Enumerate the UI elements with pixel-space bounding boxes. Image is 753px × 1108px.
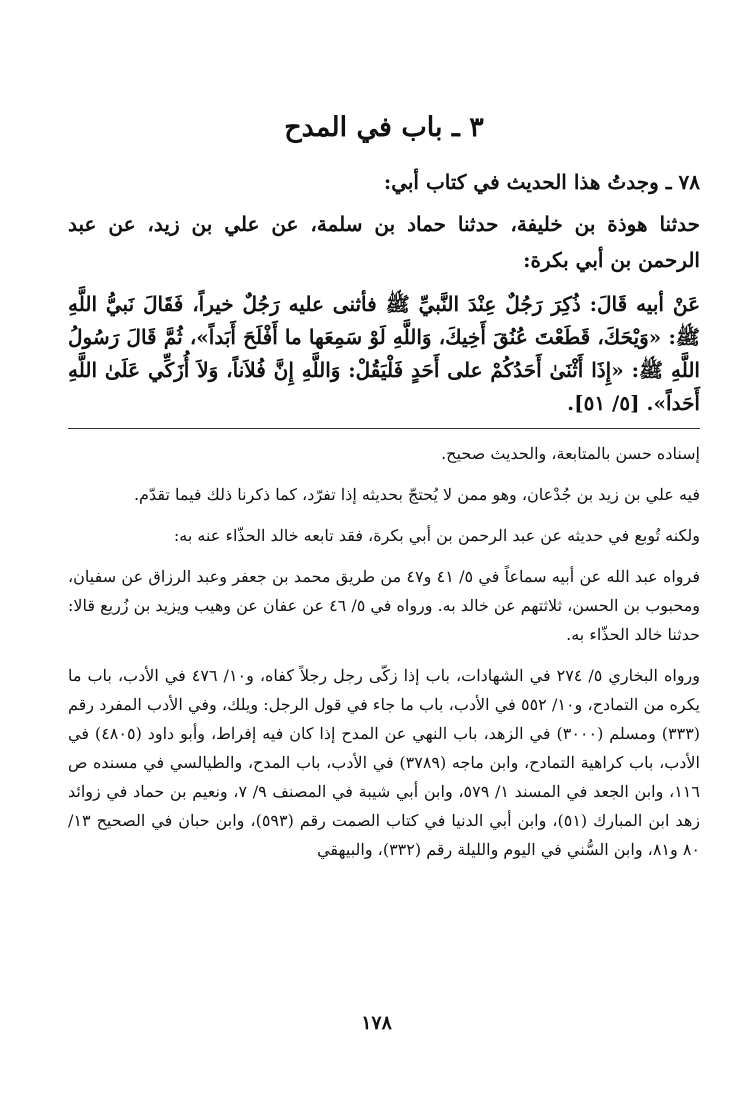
note-corroboration: ولكنه تُوبع في حديثه عن عبد الرحمن بن أبي بكرة، فقد تابعه خالد الحذّاء عنه به: [173,526,700,545]
note-grading: إسناده حسن بالمتابعة، والحديث صحيح. [441,444,700,463]
hadith-heading: ٧٨ ـ وجدتُ هذا الحديث في كتاب أبي: [383,170,700,194]
note-narrator: فيه علي بن زيد بن جُدْعان، وهو ممن لا يُحتجّ بحديثه إذا تفرّد، كما ذكرنا ذلك فيما تقدّم. [133,485,700,504]
note-ahmad-sources: فرواه عبد الله عن أبيه سماعاً في ٥/ ٤١ و٤٧ من طريق محمد بن جعفر وعبد الرزاق عن سفيان، ومحبوب بن الحسن، ثلاثتهم عن خالد به. ورواه في ٥/ ٤٦ عن عفان عن وهيب ويزيد بن زُريع قالا: حدثنا خالد الحذّاء به. [68,567,701,644]
page-content [68,96,700,876]
footnote-divider [68,428,700,429]
hadith-matn: عَنْ أبيه قَالَ: ذُكِرَ رَجُلٌ عِنْدَ النَّبيِّ ﷺ فأثنى عليه رَجُلٌ خيراً، فَقَالَ نَبيُّ اللَّهِ ﷺ: «وَيْحَكَ، قَطَعْتَ عُنُقَ أَخِيكَ، وَاللَّهِ لَوْ سَمِعَها ما أَفْلَحَ أَبَداً»، ثُمَّ قَالَ رَسُولُ اللَّهِ ﷺ: «إِذَا أَثْنَىٰ أَحَدُكُمْ على أَحَدٍ فَلْيَقُلْ: وَاللَّهِ إِنَّ فُلاَناً، وَلاَ أُزَكِّي عَلَىٰ اللَّهِ أَحَداً». [٥/ ٥١]. [68,292,701,415]
chapter-title: ٣ ـ باب في المدح [284,112,484,143]
note-other-sources: ورواه البخاري ٥/ ٢٧٤ في الشهادات، باب إذا زكّى رجل رجلاً كفاه، و١٠/ ٤٧٦ في الأدب، باب ما يكره من التمادح، و١٠/ ٥٥٢ في الأدب، باب ما جاء في قول الرجل: ويلك، وفي الأدب المفرد رقم (٣٣٣) ومسلم (٣٠٠٠) في الزهد، باب النهي عن المدح إذا كان فيه إفراط، وأبو داود (٤٨٠٥) في الأدب، باب كراهية التمادح، وابن ماجه (٣٧٨٩) في الأدب، باب المدح، والطيالسي في مسنده ص ١١٦، وابن الجعد في المسند ١/ ٥٧٩، وابن أبي شيبة في المصنف ٩/ ٧، ونعيم بن حماد في زوائد زهد ابن المبارك (٥١)، وابن أبي الدنيا في كتاب الصمت رقم (٥٩٣)، وابن حبان في الصحيح ١٣/ ٨٠ و٨١، وابن السُّني في اليوم والليلة رقم (٣٣٢)، والبيهقي [68,666,701,859]
hadith-isnad: حدثنا هوذة بن خليفة، حدثنا حماد بن سلمة، عن علي بن زيد، عن عبد الرحمن بن أبي بكرة: [68,212,700,272]
page-number: ١٧٨ [361,1012,392,1034]
